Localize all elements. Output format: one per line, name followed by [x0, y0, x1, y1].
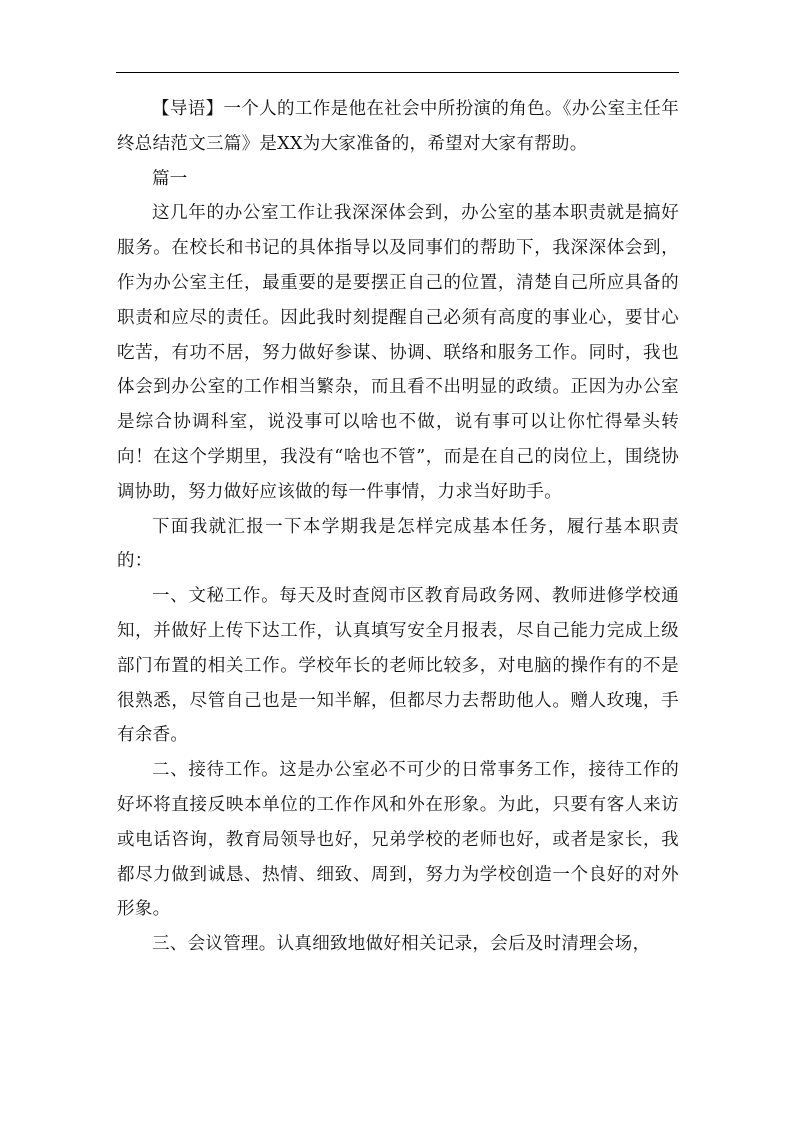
body-paragraph: 下面我就汇报一下本学期我是怎样完成基本任务，履行基本职责的： — [117, 516, 679, 572]
section-heading: 篇一 — [152, 168, 188, 189]
body-paragraph: 二、接待工作。这是办公室必不可少的日常事务工作，接待工作的好坏将直接反映本单位的工作作风和外在形象。为此，只要有客人来访或电话咨询，教育局领导也好，兄弟学校的老师也好，或者是家长，我都尽力做到诚恳、热情、细致、周到，努力为学校创造一个良好的对外形象。 — [117, 760, 679, 920]
intro-paragraph: 【导语】一个人的工作是他在社会中所扮演的角色。《办公室主任年终总结范文三篇》是XX为大家准备的，希望对大家有帮助。 — [117, 99, 679, 154]
body-paragraph: 这几年的办公室工作让我深深体会到，办公室的基本职责就是搞好服务。在校长和书记的具体指导以及同事们的帮助下，我深深体会到，作为办公室主任，最重要的是要摆正自己的位置，清楚自己所应具备的职责和应尽的责任。因此我时刻提醒自己必须有高度的事业心，要甘心吃苦，有功不居，努力做好参谋、协调、联络和服务工作。同时，我也体会到办公室的工作相当繁杂，而且看不出明显的政绩。正因为办公室是综合协调科室，说没事可以啥也不做，说有事可以让你忙得晕头转向！在这个学期里，我没有“啥也不管”，而是在自己的岗位上，围绕协调协助，努力做好应该做的每一件事情，力求当好助手。 — [117, 203, 679, 502]
header-rule — [116, 72, 679, 73]
body-paragraph: 一、文秘工作。每天及时查阅市区教育局政务网、教师进修学校通知，并做好上传下达工作，认真填写安全月报表，尽自己能力完成上级部门布置的相关工作。学校年长的老师比较多，对电脑的操作有的不是很熟悉，尽管自己也是一知半解，但都尽力去帮助他人。赠人玫瑰，手有余香。 — [117, 586, 679, 746]
body-paragraph: 三、会议管理。认真细致地做好相关记录，会后及时清理会场， — [152, 934, 651, 955]
document-body — [117, 92, 679, 962]
